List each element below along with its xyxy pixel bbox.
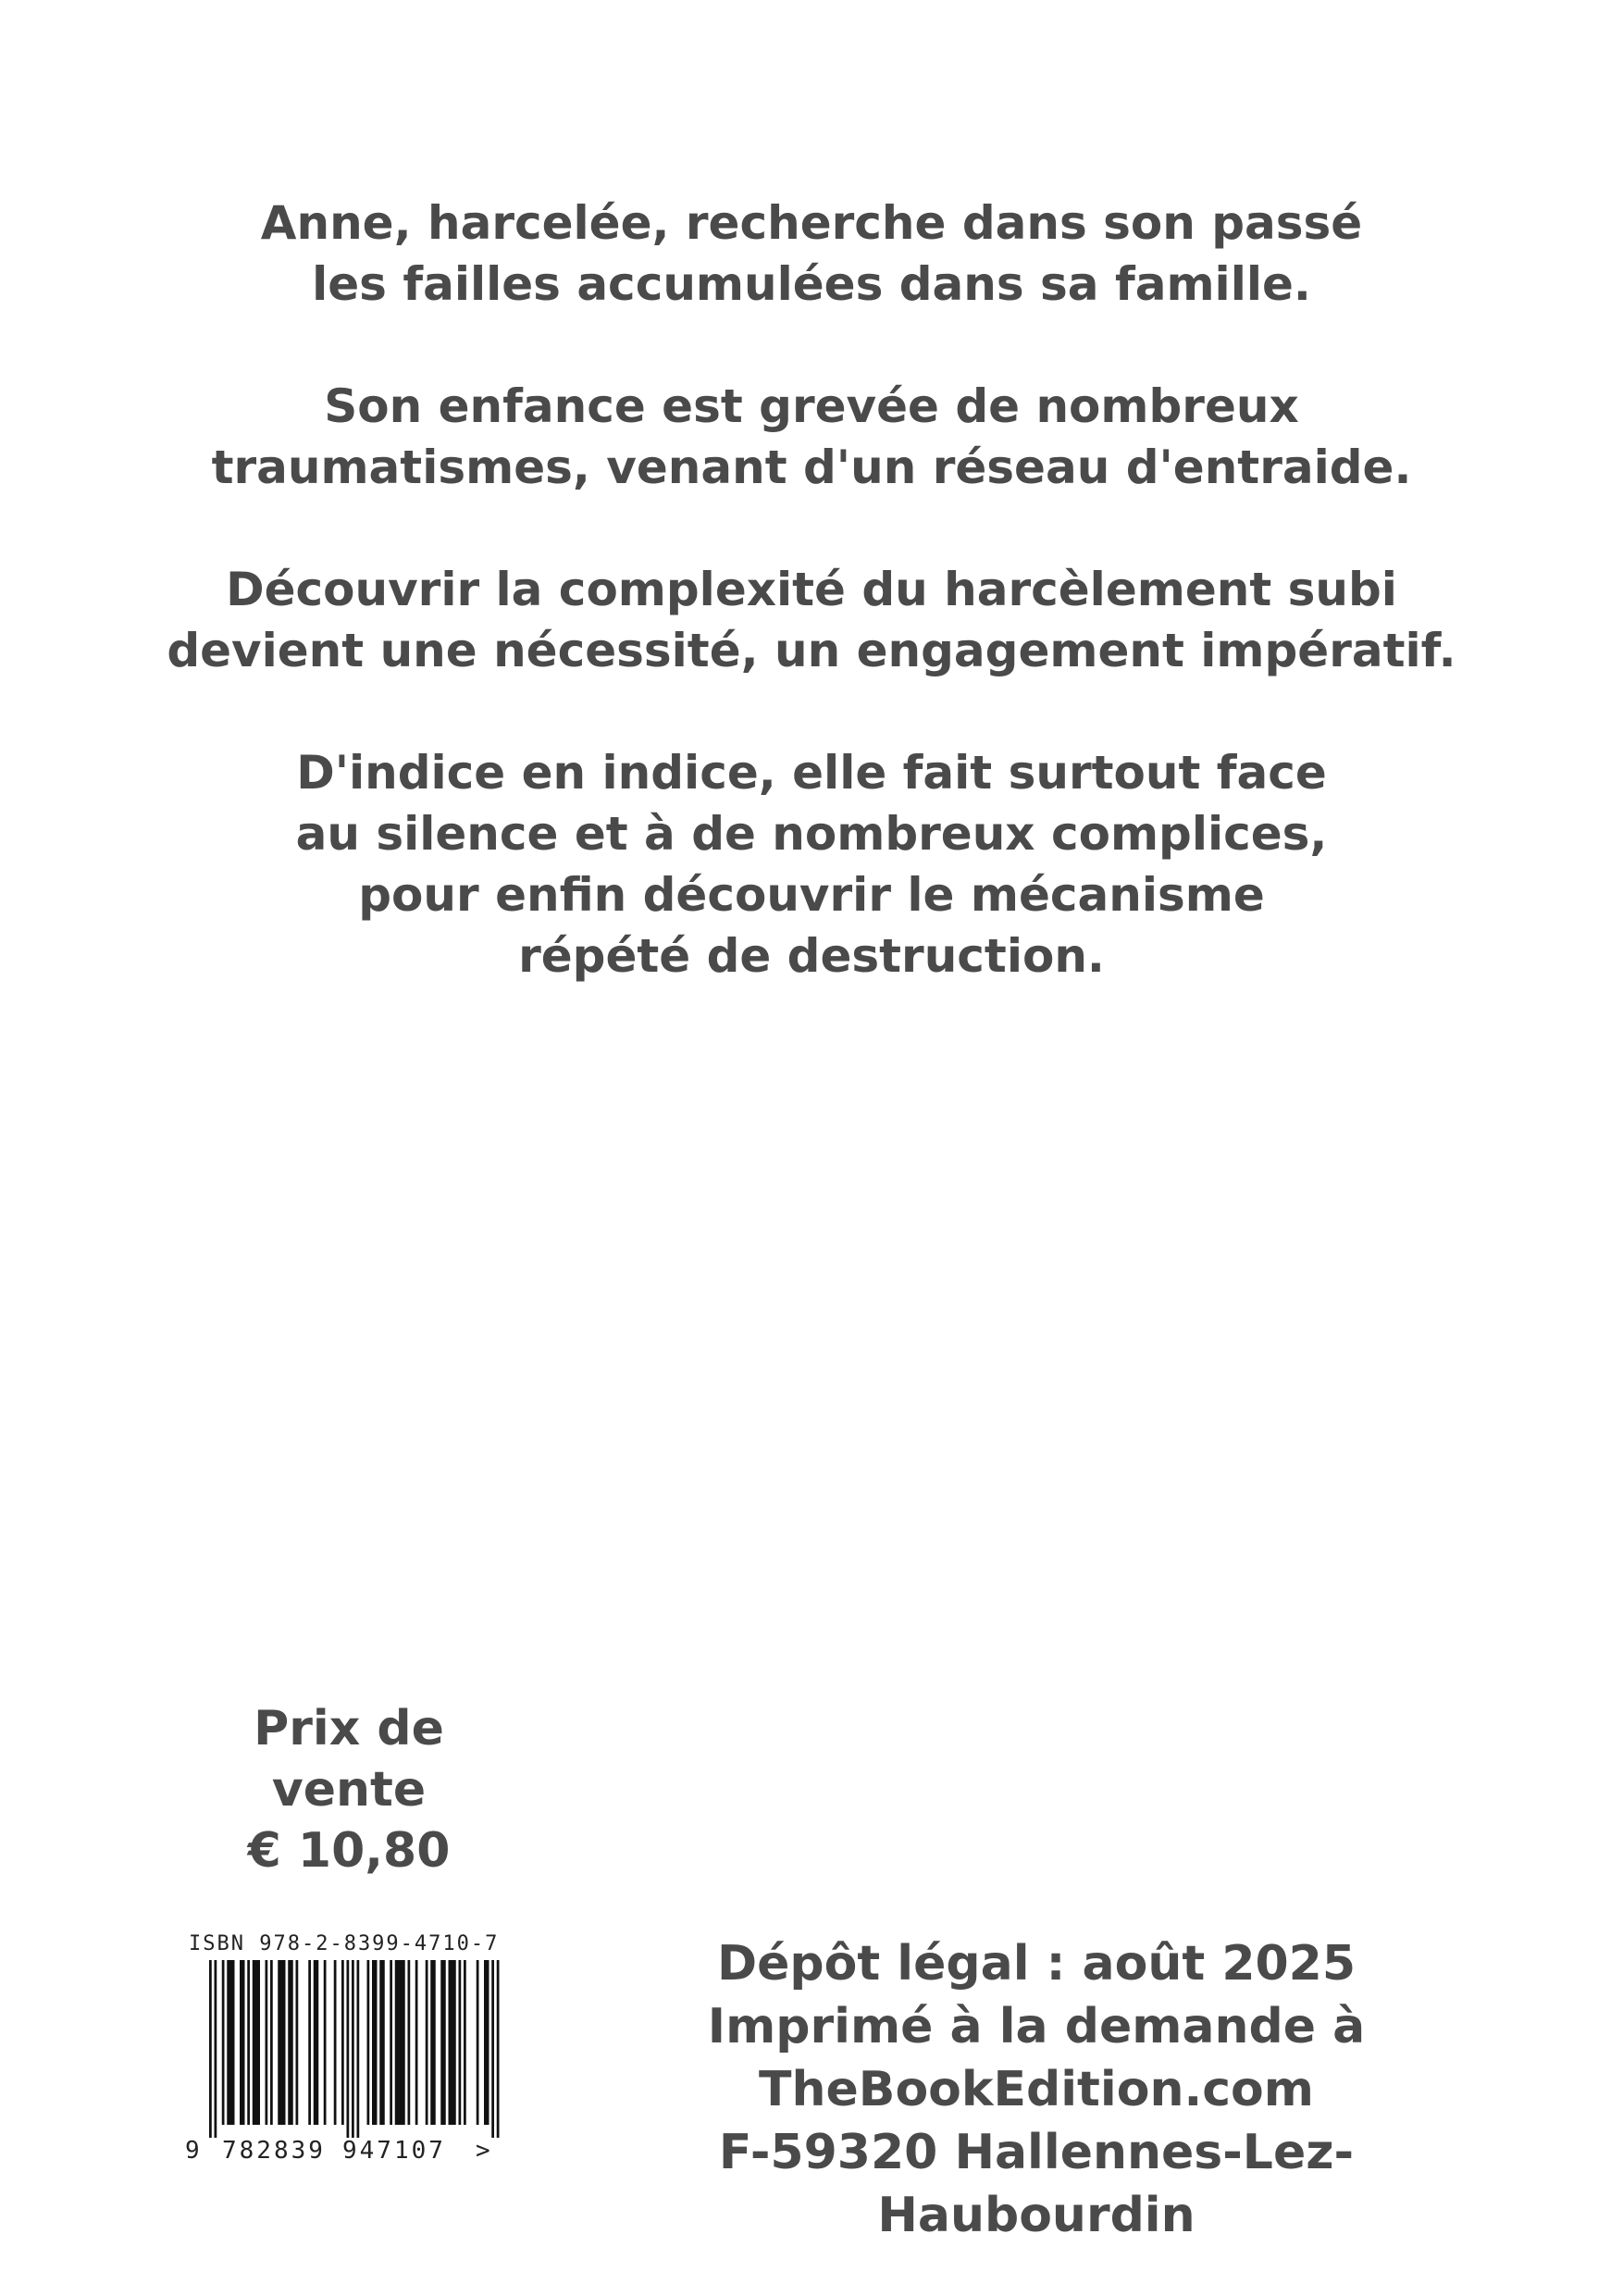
barcode-bar	[408, 1960, 411, 2125]
barcode-bar	[308, 1960, 311, 2125]
barcode-graphic	[185, 1960, 500, 2164]
barcode-bar	[415, 1960, 418, 2125]
barcode-bar	[440, 1960, 446, 2125]
barcode-bar	[491, 1960, 494, 2138]
barcode-bar	[497, 1960, 500, 2138]
legal-line: F-59320 Hallennes-Lez-Haubourdin	[718, 2125, 1355, 2243]
blurb-line: Découvrir la complexité du harcèlement subi	[226, 563, 1397, 616]
barcode-bar	[314, 1960, 319, 2125]
barcode-bar	[296, 1960, 299, 2125]
barcode-bar	[270, 1960, 273, 2125]
barcode-bar	[484, 1960, 489, 2125]
barcode-bar	[459, 1960, 462, 2125]
legal-line: Imprimé à la demande à	[707, 1999, 1366, 2054]
blurb-line: Son enfance est grevée de nombreux	[324, 379, 1299, 433]
barcode-bar	[209, 1960, 212, 2138]
blurb-line: Anne, harcelée, recherche dans son passé	[260, 196, 1363, 250]
blurb-line: traumatismes, venant d'un réseau d'entraide.	[211, 441, 1412, 494]
barcode-bar	[215, 1960, 217, 2138]
barcode-bar	[266, 1960, 268, 2125]
barcode-digits-left: 782839	[222, 2137, 326, 2164]
barcode-bar	[227, 1960, 234, 2125]
price-value: € 10,80	[247, 1823, 451, 1879]
barcode-bar	[426, 1960, 428, 2125]
blurb-line: D'indice en indice, elle fait surtout face	[296, 746, 1327, 800]
barcode-bar	[240, 1960, 245, 2125]
barcode-bar	[449, 1960, 456, 2125]
legal-line: TheBookEdition.com	[759, 2062, 1314, 2117]
blurb-paragraph-3	[0, 559, 1623, 681]
barcode-bar	[390, 1960, 392, 2125]
blurb-line: au silence et à de nombreux complices,	[295, 807, 1328, 861]
isbn-barcode	[185, 1932, 500, 2164]
barcode-bar	[247, 1960, 250, 2125]
barcode-bar	[334, 1960, 337, 2125]
barcode-quiet-zone-marker: >	[476, 2137, 490, 2164]
barcode-bar	[288, 1960, 293, 2125]
blurb-paragraph-4	[0, 742, 1623, 987]
barcode-bar	[324, 1960, 327, 2125]
legal-line: Dépôt légal : août 2025	[716, 1936, 1357, 1992]
barcode-bar	[367, 1960, 370, 2125]
barcode-bar	[464, 1960, 466, 2125]
barcode-bar	[278, 1960, 285, 2125]
barcode-digits-right: 947107	[342, 2137, 446, 2164]
barcode-bar	[372, 1960, 378, 2125]
legal-deposit-block	[574, 1932, 1499, 2247]
blurb-paragraph-2	[0, 376, 1623, 498]
price-block	[182, 1698, 515, 1881]
barcode-bar	[341, 1960, 344, 2125]
blurb-line: les failles accumulées dans sa famille.	[312, 257, 1311, 311]
price-label: Prix de vente	[254, 1701, 444, 1818]
barcode-digit-lead: 9	[185, 2137, 200, 2164]
barcode-bar	[253, 1960, 260, 2125]
blurb-paragraph-1	[0, 192, 1623, 315]
blurb-line: pour enfin découvrir le mécanisme	[358, 868, 1265, 922]
barcode-bar	[430, 1960, 436, 2125]
barcode-bars	[209, 1960, 500, 2138]
isbn-label: ISBN 978-2-8399-4710-7	[189, 1932, 500, 1955]
barcode-bar	[352, 1960, 354, 2138]
barcode-bar	[395, 1960, 405, 2125]
barcode-bar	[222, 1960, 225, 2125]
back-cover-blurb	[0, 192, 1623, 1048]
barcode-bar	[379, 1960, 385, 2125]
blurb-line: devient une nécessité, un engagement impératif.	[167, 624, 1456, 677]
blurb-line: répété de destruction.	[518, 929, 1105, 983]
barcode-bar	[477, 1960, 479, 2125]
barcode-bar	[347, 1960, 350, 2138]
barcode-bar	[357, 1960, 360, 2138]
